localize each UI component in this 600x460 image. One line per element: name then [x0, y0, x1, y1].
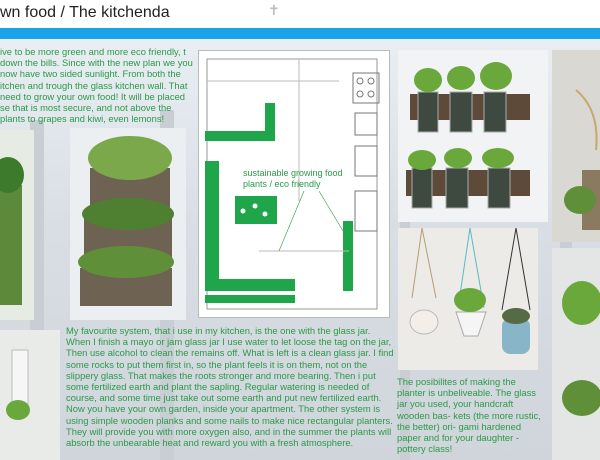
- bottle-planter-photo: [0, 330, 60, 460]
- plan-annotation: sustainable growing food plants / eco friendly: [243, 168, 343, 189]
- intro-text: ive to be more green and more eco friendly, t down the bills. Since with the new plan we you now have two sided sunlight. From both the itchen and trough the glass kitchen wall. That need to grow your own food! It will be placed se that is most secure, and not above the plants to grapes and kiwi, even lemons!: [0, 46, 193, 125]
- glass-jar-planters-photo: [398, 50, 548, 222]
- possibilities-text: The posibilites of making the planter is unbeliveable. The glass jar you used, your handcraft wooden bas- kets (the more rustic, the better) ori- gami hardened paper and for your daughter - pottery class!: [397, 376, 541, 455]
- cross-icon: ✝: [268, 2, 280, 18]
- plant-photo-left: [0, 130, 34, 320]
- system-description-text: My favourite system, that i use in my kitchen, is the one with the glass jar. When I finish a mayo or jam glass jar I use water to let loose the tag on the jar, Then use alcohol to clean the remains off. What is left is a clean glass jar. I find some rocks to put them first in, so the plant feels it is on them, not on the slippery glass. That makes the roots stronger and more bearing. Then i put some fertilized earth and plant the sapling. Regular watering is needed of course, and some time just take out some earth and put new fertilized earth. Now you have your own garden, inside your apartment. The other system is using simple wooden planks and some nails to make nice rectangular planters. They will provide you with more oxygen also, and in the summer the plants will absorb the unbearable heat and reward you with a fresh atmosphere.: [66, 325, 394, 449]
- basket-planter-photo: [552, 50, 600, 242]
- page-title: wn food / The kitchenda: [0, 4, 170, 21]
- pot-plant-photo: [552, 248, 600, 460]
- accent-band: [0, 28, 600, 39]
- wall-planter-photo: [70, 128, 186, 320]
- hanging-planters-photo: [398, 228, 538, 370]
